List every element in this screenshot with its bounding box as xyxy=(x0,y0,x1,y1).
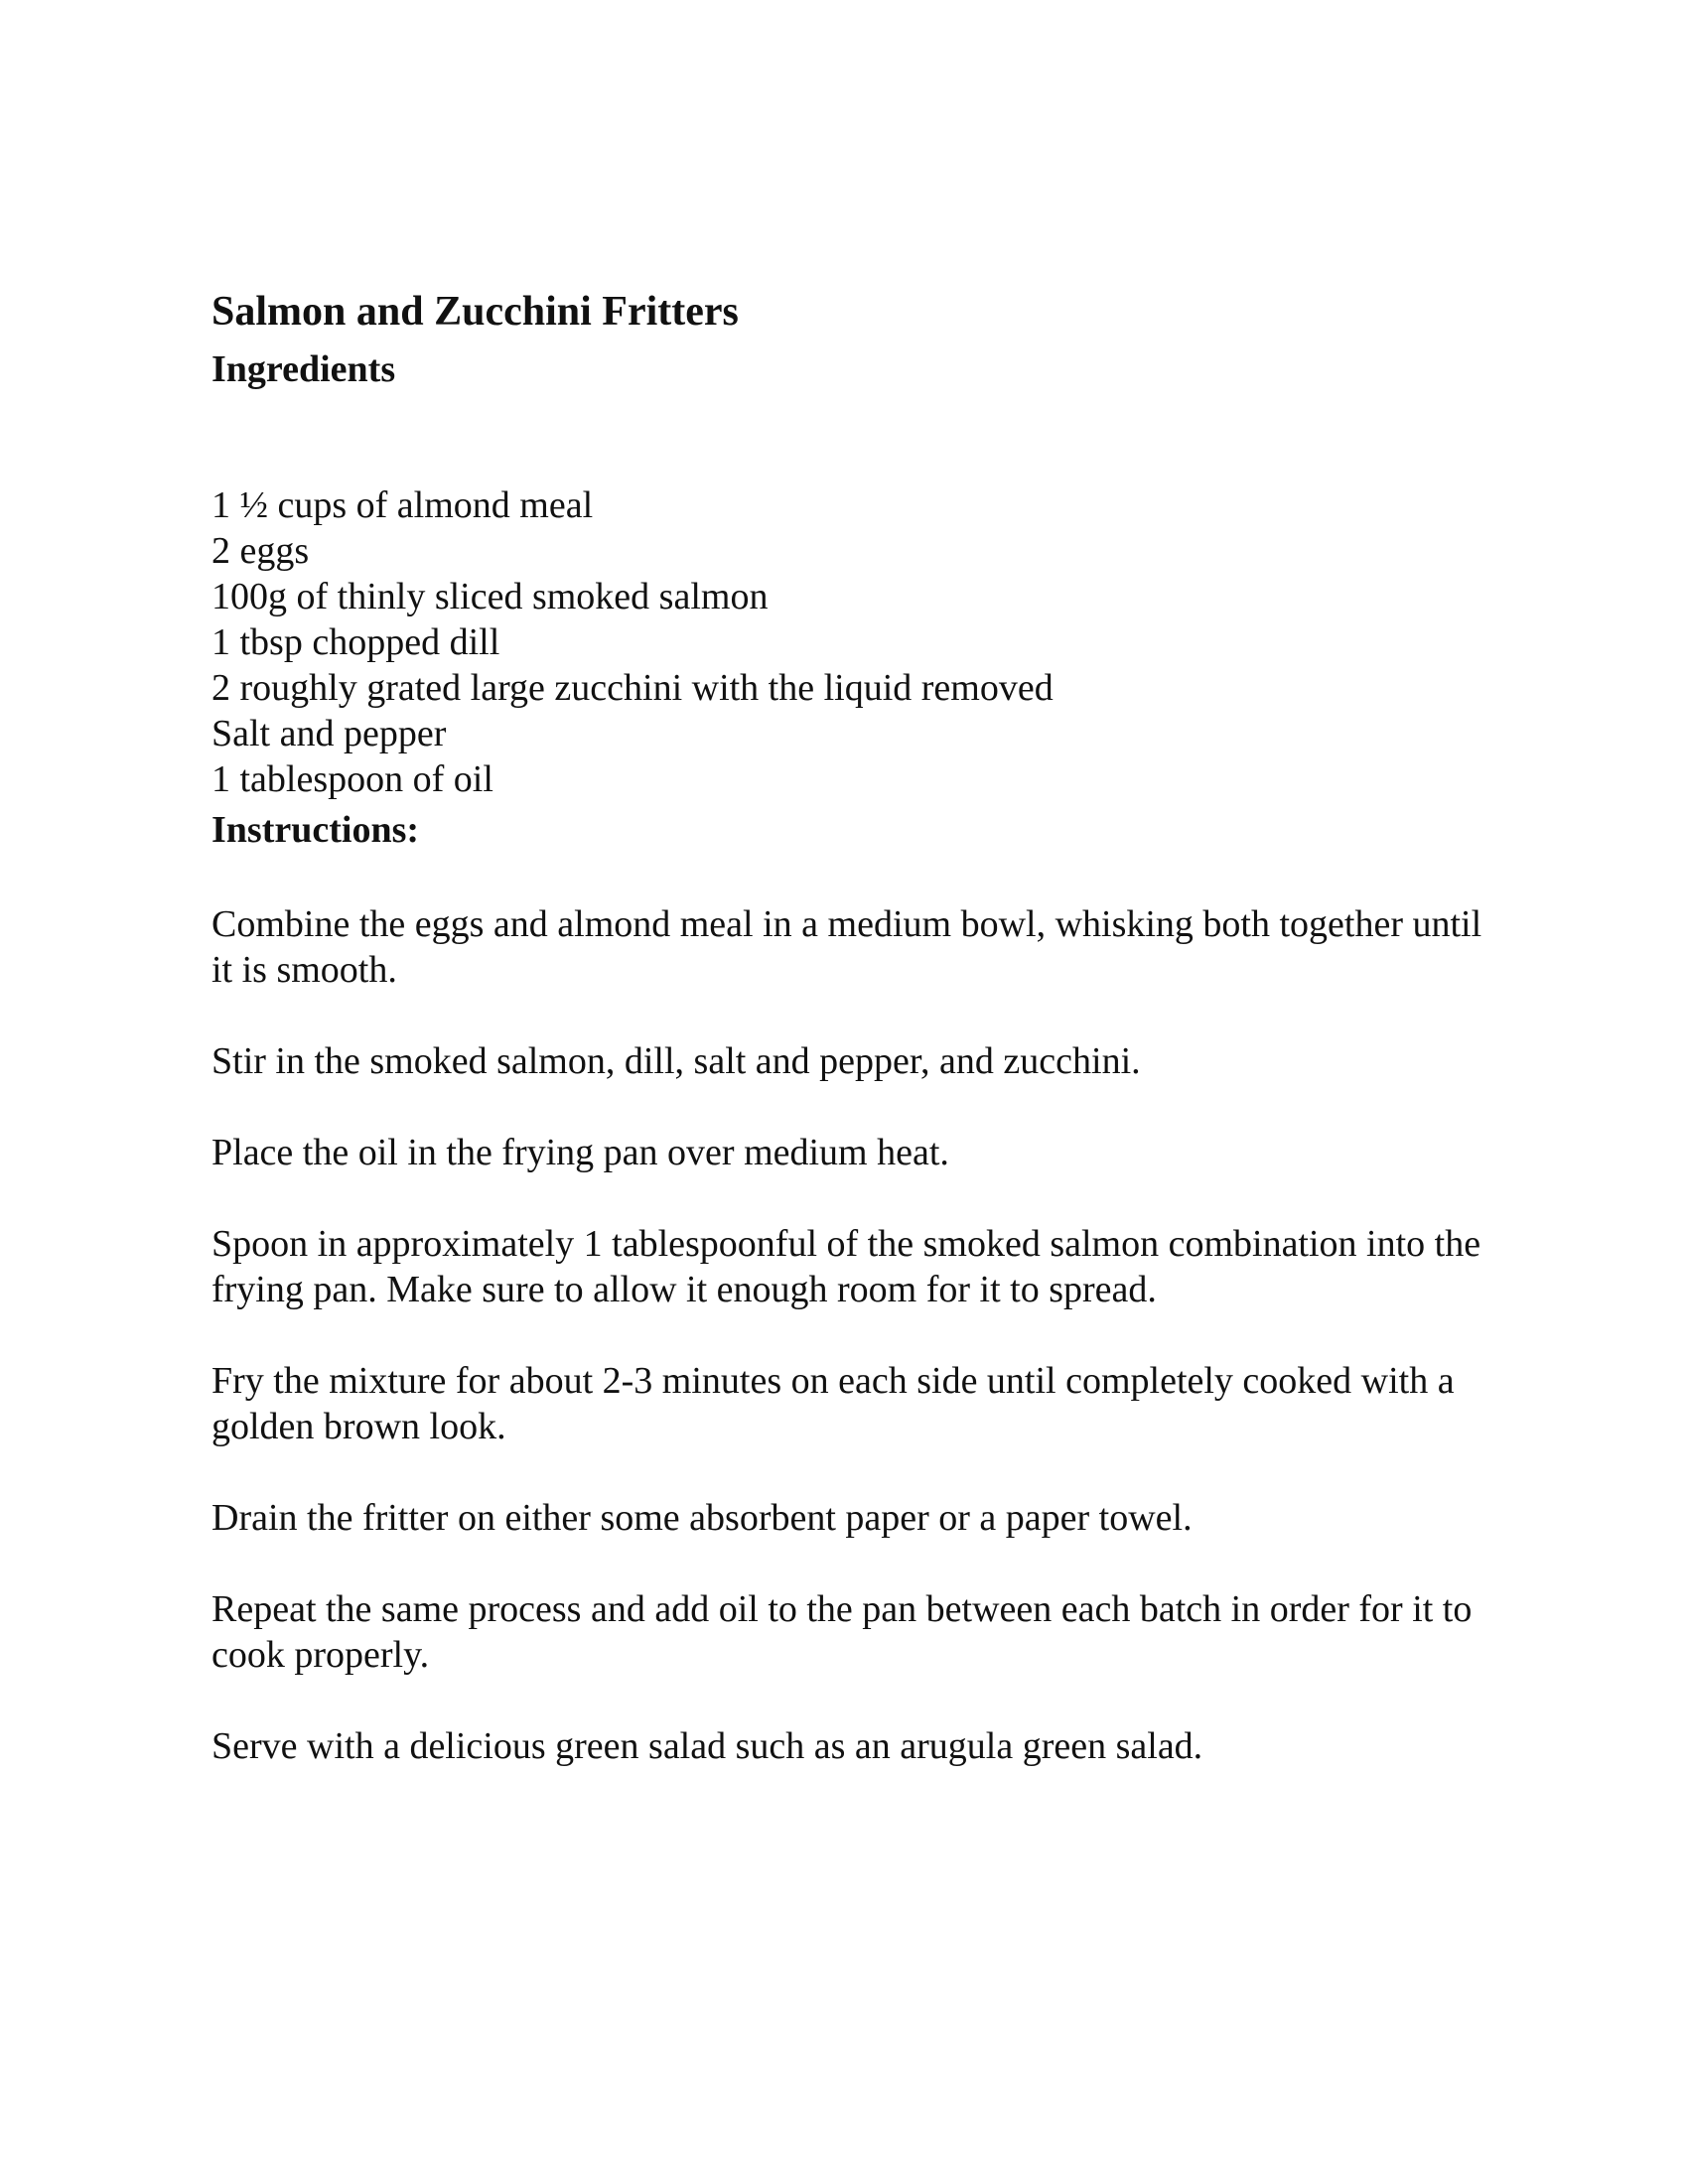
ingredient-item: 1 ½ cups of almond meal xyxy=(211,484,594,526)
instruction-step: Place the oil in the frying pan over medium heat. xyxy=(211,1132,949,1173)
instruction-step: Repeat the same process and add oil to the pan between each batch in order for it to cook properly. xyxy=(211,1588,1473,1676)
ingredient-item: 1 tbsp chopped dill xyxy=(211,621,500,663)
instruction-step: Drain the fritter on either some absorbent paper or a paper towel. xyxy=(211,1497,1193,1539)
instruction-step: Stir in the smoked salmon, dill, salt and pepper, and zucchini. xyxy=(211,1040,1141,1082)
ingredient-item: Salt and pepper xyxy=(211,713,447,754)
instruction-step: Fry the mixture for about 2-3 minutes on each side until completely cooked with a golden brown look. xyxy=(211,1360,1455,1447)
instruction-step: Combine the eggs and almond meal in a medium bowl, whisking both together until it is smooth. xyxy=(211,903,1482,991)
instruction-step: Spoon in approximately 1 tablespoonful of the smoked salmon combination into the frying pan. Make sure to allow it enough room for it to spread. xyxy=(211,1223,1481,1310)
ingredients-heading: Ingredients xyxy=(211,348,396,390)
ingredient-item: 1 tablespoon of oil xyxy=(211,758,493,800)
ingredient-item: 2 roughly grated large zucchini with the liquid removed xyxy=(211,667,1054,709)
ingredients-list xyxy=(211,482,1502,802)
instruction-step: Serve with a delicious green salad such as an arugula green salad. xyxy=(211,1725,1203,1767)
instructions-list xyxy=(211,901,1502,1769)
ingredient-item: 100g of thinly sliced smoked salmon xyxy=(211,576,769,617)
recipe-content xyxy=(211,282,1502,1815)
ingredient-item: 2 eggs xyxy=(211,530,310,572)
instructions-heading: Instructions: xyxy=(211,809,420,851)
recipe-title: Salmon and Zucchini Fritters xyxy=(211,289,739,335)
